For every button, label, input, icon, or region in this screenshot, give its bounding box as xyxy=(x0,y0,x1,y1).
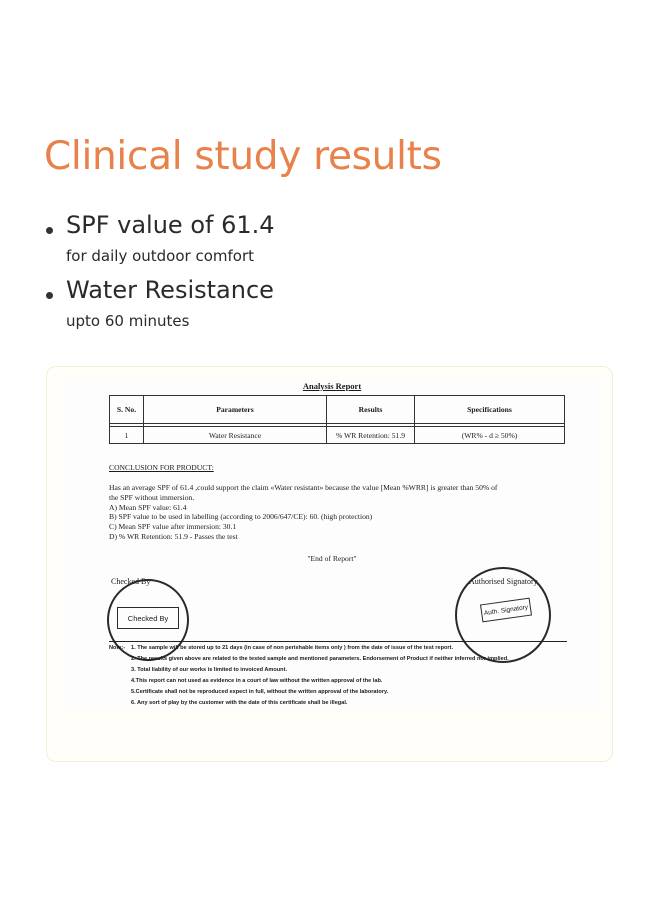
note-item: 4.This report can not used as evidence in a court of law without the written approval of the lab. xyxy=(131,678,383,684)
table-header: Parameters xyxy=(144,396,327,424)
table-cell: % WR Retention: 51.9 xyxy=(327,427,415,444)
page-title: Clinical study results xyxy=(44,134,442,179)
table-cell: Water Resistance xyxy=(144,427,327,444)
conclusion-line: B) SPF value to be used in labelling (according to 2006/647/CE): 60. (high protection) xyxy=(109,512,373,522)
analysis-report-image xyxy=(61,379,603,709)
table-row xyxy=(110,427,565,444)
conclusion-line: Has an average SPF of 61.4 ,could support the claim «Water resistant» because the value [Mean %WRR] is greater than 50% of xyxy=(109,483,498,492)
checked-by-label: Checked By xyxy=(111,577,151,586)
conclusion-line: C) Mean SPF value after immersion: 30.1 xyxy=(109,522,237,532)
note-item: 3. Total liability of our works is limited to invoiced Amount. xyxy=(131,667,288,673)
table-header: Results xyxy=(327,396,415,424)
conclusion-line: A) Mean SPF value: 61.4 xyxy=(109,502,187,512)
bullet-sub-text: for daily outdoor comfort xyxy=(66,247,255,265)
table-header: Specifications xyxy=(415,396,565,424)
authorised-signatory-label: Authorised Signatory xyxy=(469,577,538,586)
note-item: 6. Any sort of play by the customer with the date of this certificate shall be illegal. xyxy=(131,700,348,706)
conclusion-heading: CONCLUSION FOR PRODUCT: xyxy=(109,463,214,472)
bullet-dot-icon xyxy=(46,292,53,299)
note-item: 1. The sample will be stored up to 21 days (in case of non perishable items only ) from the date of issue of the test report. xyxy=(131,645,454,651)
notes-divider xyxy=(109,641,567,642)
conclusion-line: D) % WR Retention: 51.9 - Passes the test xyxy=(109,531,238,541)
table-cell: (WR% - d ≥ 50%) xyxy=(415,427,565,444)
note-item: 5.Certificate shall not be reproduced expect in full, without the written approval of the laboratory. xyxy=(131,689,389,695)
bullet-main-text: SPF value of 61.4 xyxy=(66,211,275,239)
conclusion-text xyxy=(109,483,569,542)
stamp-text: Auth. Signatory xyxy=(480,598,532,623)
end-of-report: "End of Report" xyxy=(307,554,357,563)
report-title: Analysis Report xyxy=(302,381,362,391)
notes-label: Note:- xyxy=(109,645,126,651)
note-item: 2. The results given above are related to the tested sample and mentioned parameters. Endorsement of Product if neither inferred nor implied. xyxy=(131,656,509,662)
stamp-text: Checked By xyxy=(117,607,179,629)
notes-list xyxy=(109,643,579,709)
bullet-sub-text: upto 60 minutes xyxy=(66,312,190,330)
parameters-table xyxy=(109,395,565,444)
table-cell: 1 xyxy=(110,427,144,444)
bullet-dot-icon xyxy=(46,227,53,234)
report-card xyxy=(46,366,613,762)
table-header: S. No. xyxy=(110,396,144,424)
conclusion-line: the SPF without immersion. xyxy=(109,492,195,502)
bullet-main-text: Water Resistance xyxy=(66,276,274,304)
